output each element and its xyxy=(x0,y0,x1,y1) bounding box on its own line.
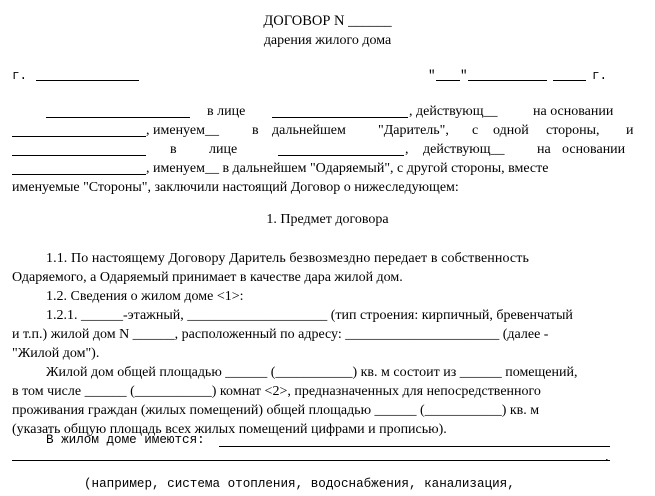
word-odnoy: одной xyxy=(493,123,529,138)
house-has-label: В жилом доме имеются: xyxy=(46,433,205,447)
date-day-blank xyxy=(436,80,460,81)
section1-heading: 1. Предмет договора xyxy=(266,212,389,227)
party1-represented-by: в лице xyxy=(207,104,246,119)
comma: , xyxy=(405,142,409,157)
clause-1-2-1-line2: и т.п.) жилой дом N ______, расположенный по адресу: ______________________ (далее - xyxy=(12,327,549,342)
party2-named-line: , именуем__ в дальнейшем "Одаряемый", с другой стороны, вместе xyxy=(146,161,549,176)
word-v: в xyxy=(252,123,259,138)
word-dalneyshem: дальнейшем xyxy=(272,123,346,138)
party1-basis-blank xyxy=(12,136,146,137)
party2-name-blank xyxy=(12,155,146,156)
date-month-blank xyxy=(468,80,547,81)
area-line1: Жилой дом общей площадью ______ (___________) кв. м состоит из ______ помещений, xyxy=(46,365,578,380)
word-na: на xyxy=(537,142,551,157)
party1-on-basis: на основании xyxy=(533,104,614,119)
party1-name-blank xyxy=(46,117,190,118)
area-line4: (указать общую площадь всех жилых помещений цифрами и прописью). xyxy=(12,422,447,437)
party2-representative-blank xyxy=(278,155,404,156)
date-open-quote: " xyxy=(428,69,436,83)
party1-named: , именуем__ xyxy=(146,123,219,138)
clause-1-1-line2: Одаряемого, а Одаряемый принимает в качестве дара жилой дом. xyxy=(12,270,403,285)
word-osnovanii: основании xyxy=(562,142,626,157)
party2-basis-blank xyxy=(12,174,146,175)
parties-conclusion-line: именуемые "Стороны", заключили настоящий Договор о нижеследующем: xyxy=(12,180,459,195)
city-label: г. xyxy=(12,69,28,83)
party2-acting: действующ__ xyxy=(423,142,505,157)
word-v-2: в xyxy=(170,142,177,157)
word-storony: стороны, xyxy=(546,123,600,138)
donor-term: "Даритель", xyxy=(378,123,449,138)
clause-1-2: 1.2. Сведения о жилом доме <1>: xyxy=(46,289,244,304)
document-title: ДОГОВОР N ______ xyxy=(263,13,392,29)
date-year-blank xyxy=(553,80,586,81)
city-blank xyxy=(36,80,139,81)
amenities-blank-1 xyxy=(219,446,610,447)
clause-1-1-line1: 1.1. По настоящему Договору Даритель безвозмездно передает в собственность xyxy=(46,251,529,266)
date-close-quote: " xyxy=(460,69,468,83)
clause-1-2-1-line3: "Жилой дом"). xyxy=(12,346,100,361)
party1-acting: , действующ__ xyxy=(409,104,498,119)
clause-1-2-1-line1: 1.2.1. ______-этажный, ____________________ (тип строения: кирпичный, бревенчатый xyxy=(46,308,573,323)
word-s: с xyxy=(472,123,479,138)
word-litse: лице xyxy=(209,142,238,157)
word-i: и xyxy=(626,123,634,138)
document-subtitle: дарения жилого дома xyxy=(263,33,392,48)
amenities-blank-2 xyxy=(12,460,610,461)
year-label: г. xyxy=(592,69,608,83)
area-line2: в том числе ______ (___________) комнат <2>, предназначенных для непосредственного xyxy=(12,384,541,399)
party1-representative-blank xyxy=(272,117,408,118)
area-line3: проживания граждан (жилых помещений) общей площадью ______ (___________) кв. м xyxy=(12,403,540,418)
amenities-hint: (например, система отопления, водоснабжения, канализация, xyxy=(84,477,515,491)
amenities-period: . xyxy=(603,451,611,465)
